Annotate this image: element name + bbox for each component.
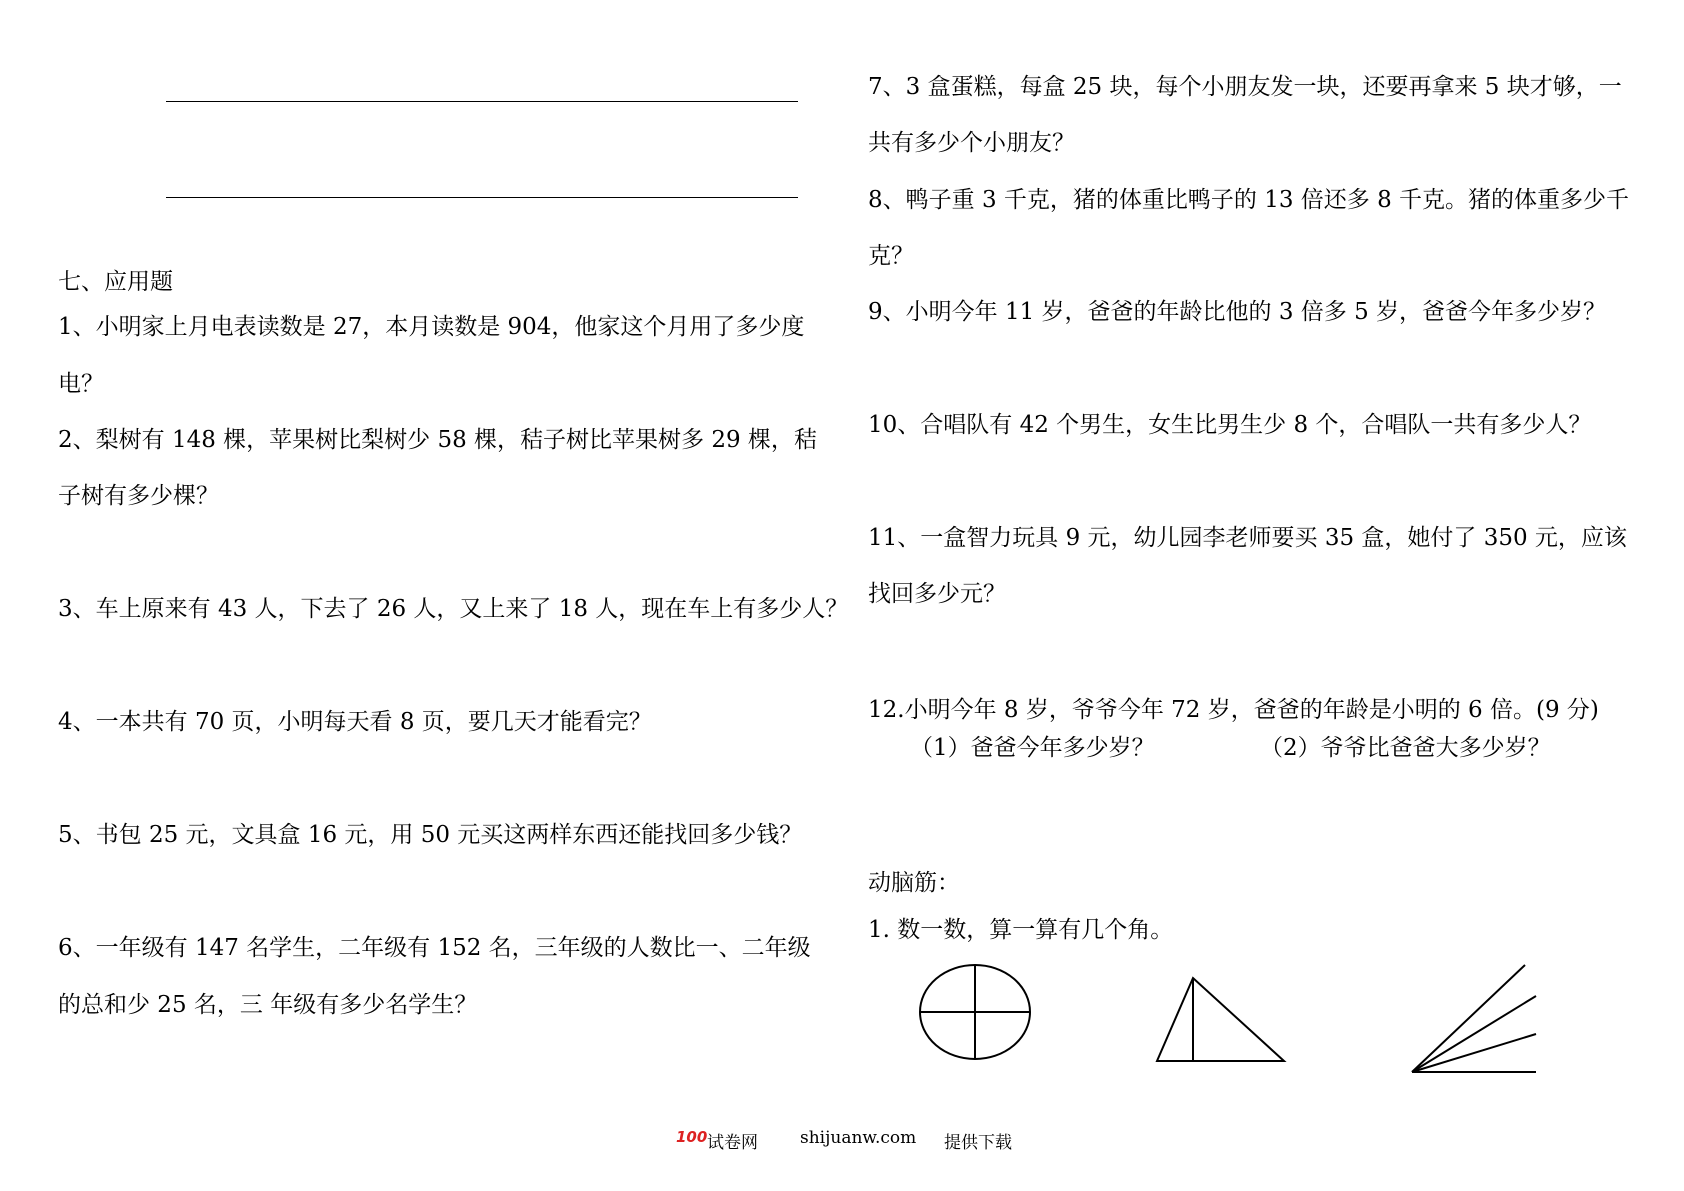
section-title: 七、应用题 bbox=[58, 269, 173, 295]
question-1-line-2: 电？ bbox=[58, 371, 104, 397]
rays-angle-figure bbox=[1408, 962, 1538, 1076]
question-2-line-1: 2、梨树有 148 棵，苹果树比梨树少 58 棵，秸子树比苹果树多 29 棵，秸 bbox=[58, 427, 817, 453]
question-12: 12.小明今年 8 岁，爷爷今年 72 岁，爸爸的年龄是小明的 6 倍。(9 分) bbox=[868, 697, 1599, 723]
question-2-line-2: 子树有多少棵？ bbox=[58, 483, 219, 509]
question-7-line-2: 共有多少个小朋友？ bbox=[868, 130, 1075, 156]
site-name: 试卷网 bbox=[707, 1133, 758, 1153]
question-11-line-2: 找回多少元？ bbox=[868, 581, 1006, 607]
question-6-line-1: 6、一年级有 147 名学生，二年级有 152 名，三年级的人数比一、二年级 bbox=[58, 935, 811, 961]
question-9: 9、小明今年 11 岁，爸爸的年龄比他的 3 倍多 5 岁，爸爸今年多少岁？ bbox=[868, 299, 1607, 325]
triangle-figure bbox=[1155, 974, 1287, 1064]
site-logo: 100 bbox=[676, 1128, 708, 1146]
site-url: shijuanw.com bbox=[800, 1128, 917, 1148]
question-1-line-1: 1、小明家上月电表读数是 27，本月读数是 904，他家这个月用了多少度 bbox=[58, 314, 805, 340]
question-12-sub-1: （1）爸爸今年多少岁？ bbox=[910, 735, 1155, 761]
question-4: 4、一本共有 70 页，小明每天看 8 页，要几天才能看完？ bbox=[58, 709, 652, 735]
brain-teaser-question-1: 1. 数一数，算一算有几个角。 bbox=[868, 917, 1174, 943]
question-7-line-1: 7、3 盒蛋糕，每盒 25 块，每个小朋友发一块，还要再拿来 5 块才够，一 bbox=[868, 74, 1622, 100]
answer-line bbox=[166, 197, 798, 198]
question-11-line-1: 11、一盒智力玩具 9 元，幼儿园李老师要买 35 盒，她付了 350 元，应该 bbox=[868, 525, 1627, 551]
question-8-line-2: 克？ bbox=[868, 243, 914, 269]
question-12-sub-2: （2）爷爷比爸爸大多少岁？ bbox=[1260, 735, 1551, 761]
question-5: 5、书包 25 元，文具盒 16 元，用 50 元买这两样东西还能找回多少钱？ bbox=[58, 822, 803, 848]
question-3: 3、车上原来有 43 人，下去了 26 人，又上来了 18 人，现在车上有多少人？ bbox=[58, 596, 849, 622]
question-8-line-1: 8、鸭子重 3 千克，猪的体重比鸭子的 13 倍还多 8 千克。猪的体重多少千 bbox=[868, 187, 1630, 213]
circle-cross-figure bbox=[918, 962, 1032, 1062]
question-6-line-2: 的总和少 25 名，三 年级有多少名学生？ bbox=[58, 992, 478, 1018]
answer-line bbox=[166, 101, 798, 102]
download-note: 提供下载 bbox=[944, 1133, 1012, 1153]
brain-teaser-title: 动脑筋： bbox=[868, 870, 960, 896]
question-10: 10、合唱队有 42 个男生，女生比男生少 8 个，合唱队一共有多少人？ bbox=[868, 412, 1592, 438]
